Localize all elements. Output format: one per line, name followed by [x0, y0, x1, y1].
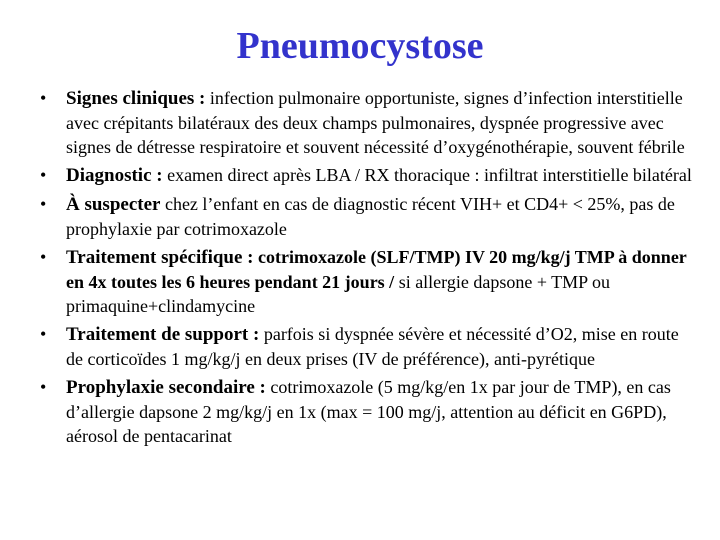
bullet-a-suspecter: [40, 192, 700, 241]
bullet-text: examen direct après LBA / RX thoracique : infiltrat interstitielle bilatéral: [167, 165, 692, 185]
bullet-label: Traitement de support :: [66, 324, 260, 345]
bullet-label: À suspecter: [66, 194, 161, 215]
bullet-prophylaxie-secondaire: [40, 375, 700, 448]
bullet-text: cotrimoxazole (5 mg/kg/en 1x par jour de TMP), en cas d’allergie dapsone 2 mg/kg/j en 1x (max = 100 mg/j, attention au déficit en G6PD), aérosol de pentacarinat: [66, 377, 671, 446]
bullet-label: Prophylaxie secondaire :: [66, 377, 266, 398]
bullet-text: parfois si dyspnée sévère et nécessité d’O2, mise en route de corticoïdes 1 mg/kg/j en deux prises (IV de préférence), anti-pyrétique: [66, 324, 679, 369]
bullet-dot-icon: •: [40, 165, 47, 185]
bullet-label: Diagnostic :: [66, 165, 163, 186]
bullet-dot-icon: •: [40, 194, 47, 214]
bullet-dot-icon: •: [40, 88, 47, 108]
bullet-diagnostic: [40, 163, 700, 188]
bullet-text: infection pulmonaire opportuniste, signes d’infection interstitielle avec crépitants bilatéraux des deux champs pulmonaires, dyspnée progressive avec signes de détresse respiratoire et souvent nécessité d’oxygénothérapie, souvent fébrile: [66, 88, 685, 157]
bullet-label: Signes cliniques :: [66, 88, 206, 109]
slide-title: Pneumocystose: [236, 25, 484, 67]
bullet-text-bold: cotrimoxazole (SLF/TMP) IV 20 mg/kg/j TMP à donner en 4x toutes les 6 heures pendant 21 jours /: [66, 247, 687, 292]
bullet-label: Traitement spécifique :: [66, 247, 254, 268]
bullet-traitement-support: [40, 322, 700, 371]
bullet-signes-cliniques: [40, 86, 700, 159]
bullet-dot-icon: •: [40, 377, 47, 397]
bullet-list: [40, 86, 700, 452]
bullet-dot-icon: •: [40, 324, 47, 344]
bullet-traitement-specifique: [40, 245, 700, 318]
bullet-dot-icon: •: [40, 247, 47, 267]
bullet-text: si allergie dapsone + TMP ou primaquine+clindamycine: [66, 272, 610, 316]
bullet-text: chez l’enfant en cas de diagnostic récent VIH+ et CD4+ < 25%, pas de prophylaxie par cotrimoxazole: [66, 194, 675, 239]
